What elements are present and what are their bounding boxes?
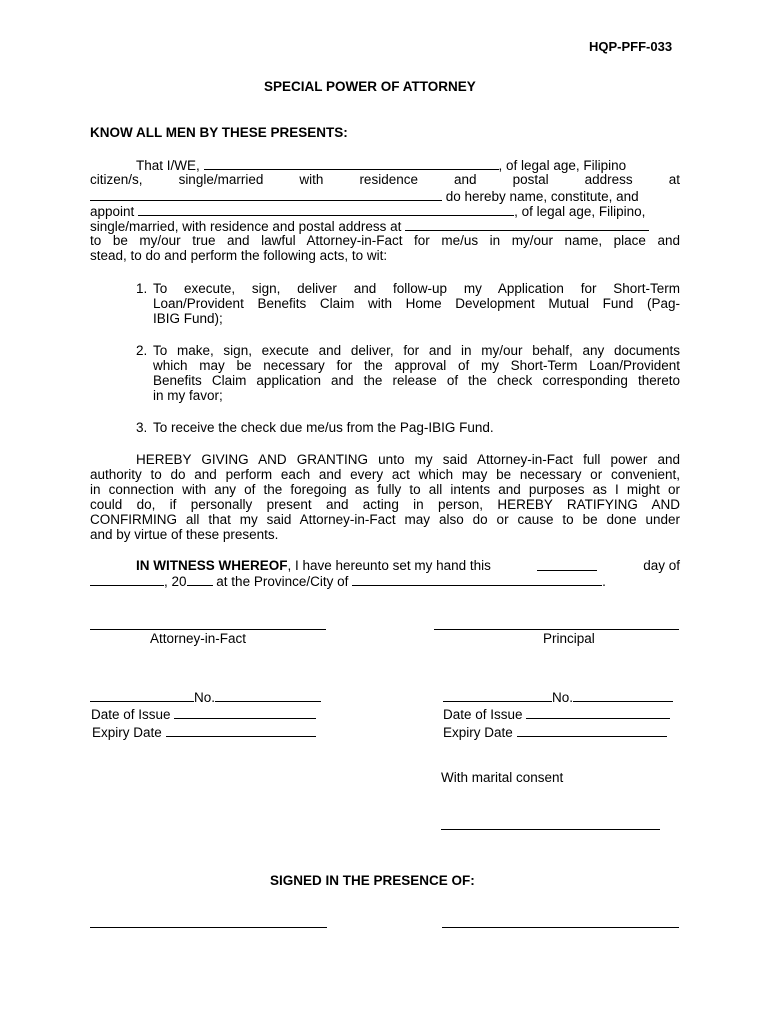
witness-bold: IN WITNESS WHEREOF xyxy=(136,558,288,573)
preamble: KNOW ALL MEN BY THESE PRESENTS: xyxy=(90,125,348,140)
item-3-number: 3. xyxy=(136,420,148,435)
item-2-number: 2. xyxy=(136,343,148,358)
granting-line-2: authority to do and perform each and every act which may be necessary or convenient, xyxy=(90,467,680,482)
granting-line-3: in connection with any of the foregoing as fully to all intents and purposes as I might or xyxy=(90,482,680,497)
granting-line-1: HEREBY GIVING AND GRANTING unto my said Attorney-in-Fact full power and xyxy=(136,452,680,467)
intro-that: That I/WE, xyxy=(136,158,200,173)
witness-1-signature-line[interactable] xyxy=(90,927,327,928)
witness-2-signature-line[interactable] xyxy=(442,927,679,928)
intro-line-4: appoint , of legal age, Filipino, xyxy=(90,204,646,219)
attorney-id-no: No. xyxy=(90,689,321,705)
principal-expiry-date: Expiry Date xyxy=(443,724,667,740)
principal-address-blank[interactable] xyxy=(90,188,442,201)
item-3-line-1: To receive the check due me/us from the Pag-IBIG Fund. xyxy=(153,420,494,435)
attorney-signature-line[interactable] xyxy=(90,629,326,630)
month-blank[interactable] xyxy=(90,573,164,586)
item-1-line-3: IBIG Fund); xyxy=(153,311,223,326)
attorney-date-of-issue-blank[interactable] xyxy=(174,706,316,719)
item-1-line-1: To execute, sign, deliver and follow-up my Application for Short-Term xyxy=(153,281,680,296)
attorney-address-blank[interactable] xyxy=(405,218,649,231)
principal-date-of-issue: Date of Issue xyxy=(443,706,670,722)
granting-line-4: could do, if personally present and acting in person, HEREBY RATIFYING AND xyxy=(90,497,680,512)
attorney-expiry-date: Expiry Date xyxy=(92,724,316,740)
province-city-blank[interactable] xyxy=(352,573,602,586)
signed-in-presence-heading: SIGNED IN THE PRESENCE OF: xyxy=(270,873,475,888)
intro-line-6: to be my/our true and lawful Attorney-in-Fact for me/us in my/our name, place and xyxy=(90,233,680,248)
granting-line-6: and by virtue of these presents. xyxy=(90,527,279,542)
principal-label: Principal xyxy=(543,631,595,646)
principal-signature-line[interactable] xyxy=(434,629,679,630)
attorney-date-of-issue: Date of Issue xyxy=(91,706,316,722)
principal-date-of-issue-blank[interactable] xyxy=(526,706,670,719)
item-1-number: 1. xyxy=(136,281,148,296)
intro-line-7: stead, to do and perform the following acts, to wit: xyxy=(90,248,388,263)
attorney-label: Attorney-in-Fact xyxy=(150,631,247,646)
attorney-name-blank[interactable] xyxy=(138,203,514,216)
document-title: SPECIAL POWER OF ATTORNEY xyxy=(264,79,476,94)
witness-line-1: IN WITNESS WHEREOF, I have hereunto set my hand this day of xyxy=(136,558,680,573)
attorney-expiry-blank[interactable] xyxy=(166,724,316,737)
item-2-line-2: which may be necessary for the approval of my Short-Term Loan/Provident xyxy=(153,358,680,373)
principal-expiry-blank[interactable] xyxy=(517,724,667,737)
marital-consent-signature-line[interactable] xyxy=(441,829,660,830)
attorney-id-no-blank[interactable] xyxy=(215,689,321,702)
intro-legal-age: , of legal age, Filipino xyxy=(498,158,627,173)
item-2-line-4: in my favor; xyxy=(153,388,223,403)
item-2-line-3: Benefits Claim application and the release of the check corresponding thereto xyxy=(153,373,680,388)
intro-line-3: do hereby name, constitute, and xyxy=(90,188,639,204)
intro-line-1 xyxy=(136,157,626,173)
principal-id-no: No. xyxy=(443,689,673,705)
granting-line-5: CONFIRMING all that my said Attorney-in-Fact may also do or cause to be done under xyxy=(90,512,680,527)
item-1-line-2: Loan/Provident Benefits Claim with Home Development Mutual Fund (Pag- xyxy=(153,296,680,311)
day-blank[interactable] xyxy=(537,558,597,571)
principal-id-no-blank[interactable] xyxy=(573,689,673,702)
intro-line-2: citizen/s, single/married with residence and postal address at xyxy=(90,172,680,187)
principal-name-blank[interactable] xyxy=(204,157,499,170)
attorney-id-type-blank[interactable] xyxy=(90,689,194,702)
principal-id-type-blank[interactable] xyxy=(443,689,552,702)
form-code: HQP-PFF-033 xyxy=(589,39,673,54)
intro-line-5: single/married, with residence and postal address at xyxy=(90,218,649,234)
marital-consent-label: With marital consent xyxy=(441,770,564,785)
item-2-line-1: To make, sign, execute and deliver, for and in my/our behalf, any documents xyxy=(153,343,680,358)
witness-line-2: , 20 at the Province/City of . xyxy=(90,573,606,589)
year-blank[interactable] xyxy=(187,573,213,586)
